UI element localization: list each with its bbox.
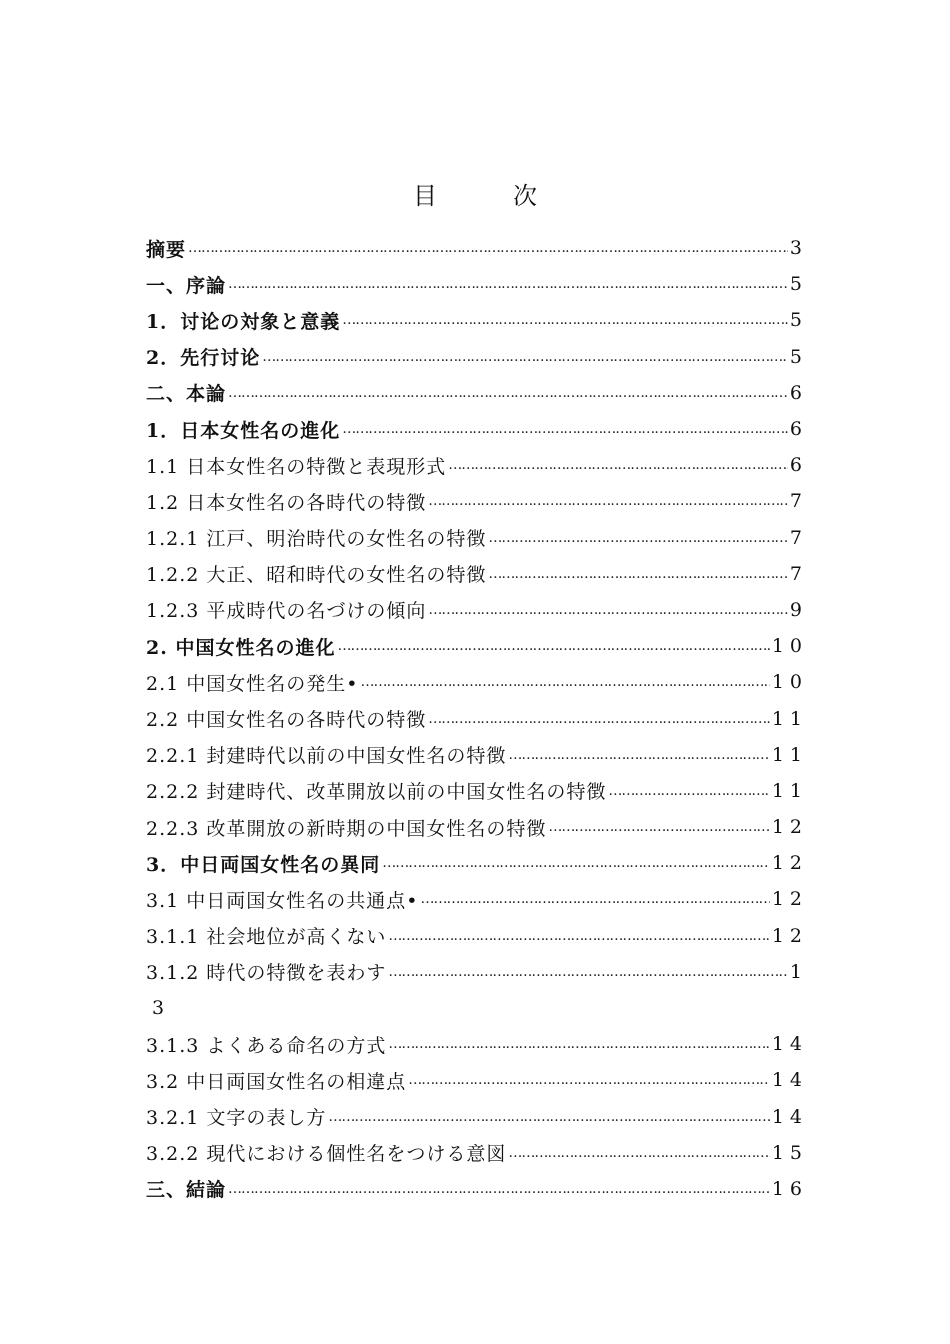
dot-leader (428, 711, 770, 727)
dot-leader (508, 747, 769, 763)
toc-entry-page: 14 (771, 1069, 808, 1092)
dot-leader (188, 240, 788, 256)
toc-entry[interactable] (146, 1171, 808, 1207)
dot-leader (228, 385, 788, 401)
dot-leader (608, 783, 769, 799)
toc-entry[interactable] (146, 809, 808, 845)
dot-leader (408, 1072, 770, 1088)
toc-entry-page: 11 (771, 743, 808, 766)
toc-entry-label: 3．中日両国女性名の異同 (146, 853, 381, 876)
toc-entry[interactable] (146, 881, 808, 917)
toc-entry-label: 三、結論 (146, 1179, 227, 1202)
dot-leader (328, 1109, 769, 1125)
toc-entry-page: 12 (771, 888, 808, 911)
dot-leader (420, 891, 769, 907)
toc-entry-page: 14 (771, 1033, 808, 1056)
toc-entry-page: 12 (771, 816, 808, 839)
toc-entry-label: 2. 中国女性名の進化 (146, 636, 336, 659)
toc-entry-label: 2．先行讨论 (146, 347, 261, 370)
toc-entry[interactable] (146, 302, 808, 338)
dot-leader (488, 530, 788, 546)
dot-leader (388, 928, 769, 944)
dot-leader (388, 1036, 769, 1052)
toc-entry-page: 12 (771, 852, 808, 875)
toc-entry-page: 9 (789, 598, 808, 621)
toc-entry[interactable] (146, 664, 808, 700)
toc-entry-label: 3.1.2 時代の特徴を表わす (146, 962, 387, 985)
toc-entry[interactable] (146, 954, 808, 990)
toc-entry[interactable] (146, 918, 808, 954)
page-title: 目 次 (413, 182, 563, 210)
toc-entry-label: 2.2.2 封建時代、改革開放以前の中国女性名の特徴 (146, 781, 607, 804)
toc-entry[interactable] (146, 737, 808, 773)
toc-entry[interactable] (146, 1135, 808, 1171)
toc-entry-label: 2.1 中国女性名の発生• (146, 672, 359, 695)
toc-entry[interactable] (146, 1026, 808, 1062)
dot-leader (388, 964, 788, 980)
toc-entry-page: 12 (771, 924, 808, 947)
dot-leader (228, 276, 788, 292)
toc-entry-label: 1．日本女性名の進化 (146, 419, 341, 442)
dot-leader (428, 493, 788, 509)
toc-entry[interactable] (146, 1062, 808, 1098)
toc-entry-page: 7 (789, 562, 808, 585)
toc-entry-page: 11 (771, 707, 808, 730)
toc-entry-label: 2.2.1 封建時代以前の中国女性名の特徴 (146, 745, 507, 768)
dot-leader (228, 1181, 770, 1197)
toc-entry[interactable] (146, 339, 808, 375)
toc-entry-page: 10 (771, 671, 808, 694)
dot-leader (342, 312, 788, 328)
toc-entry-page: 6 (789, 418, 808, 441)
toc-entry-label: 3.2.1 文字の表し方 (146, 1107, 327, 1130)
toc-wrap-line: 3 (152, 997, 165, 1020)
dot-leader (337, 638, 769, 654)
toc-entry-label: 1.2 日本女性名の各時代の特徴 (146, 491, 427, 514)
dot-leader (382, 855, 770, 871)
toc-entry[interactable] (146, 1099, 808, 1135)
toc-entry[interactable] (146, 447, 808, 483)
toc-entry[interactable] (146, 700, 808, 736)
toc-entry-label: 一、序論 (146, 274, 227, 297)
toc-entry-label: 1.1 日本女性名の特徴と表現形式 (146, 455, 447, 478)
toc-entry-label: 1.2.3 平成時代の名づけの傾向 (146, 600, 427, 623)
toc-entry[interactable] (146, 266, 808, 302)
toc-entry-page: 7 (789, 490, 808, 513)
dot-leader (428, 602, 788, 618)
toc-entry[interactable] (146, 845, 808, 881)
toc-entry[interactable] (146, 773, 808, 809)
toc-entry[interactable] (146, 375, 808, 411)
toc-entry-page: 16 (771, 1177, 808, 1200)
table-of-contents (146, 230, 808, 1207)
dot-leader (548, 819, 769, 835)
toc-entry-page: 5 (789, 345, 808, 368)
dot-leader (488, 566, 788, 582)
toc-entry[interactable] (146, 628, 808, 664)
toc-entry-page: 7 (789, 526, 808, 549)
toc-entry-label: 3.1.3 よくある命名の方式 (146, 1034, 387, 1057)
toc-entry-label: 1.2.2 大正、昭和時代の女性名の特徴 (146, 564, 487, 587)
toc-entry[interactable] (146, 592, 808, 628)
dot-leader (508, 1145, 769, 1161)
toc-entry-page: 10 (771, 635, 808, 658)
toc-entry-page: 6 (789, 381, 808, 404)
toc-entry-page: 5 (789, 309, 808, 332)
toc-entry-page: 14 (771, 1105, 808, 1128)
toc-entry-label: 3.2.2 現代における個性名をつける意図 (146, 1143, 507, 1166)
toc-entry-page: 3 (789, 237, 808, 260)
toc-entry[interactable] (146, 230, 808, 266)
toc-entry-label: 摘要 (146, 238, 187, 261)
toc-entry-page: 5 (789, 273, 808, 296)
toc-entry-page: 6 (789, 454, 808, 477)
dot-leader (262, 349, 788, 365)
toc-entry[interactable] (146, 483, 808, 519)
dot-leader (360, 674, 769, 690)
toc-entry-label: 3.1 中日両国女性名の共通点• (146, 889, 419, 912)
toc-entry[interactable] (146, 520, 808, 556)
toc-entry-label: 1．讨论の対象と意義 (146, 310, 341, 333)
toc-entry-label: 1.2.1 江戸、明治時代の女性名の特徴 (146, 528, 487, 551)
dot-leader (342, 421, 788, 437)
toc-entry[interactable] (146, 411, 808, 447)
toc-entry-label: 3.1.1 社会地位が高くない (146, 926, 387, 949)
toc-entry-page: 15 (771, 1141, 808, 1164)
dot-leader (448, 457, 788, 473)
toc-entry-label: 2.2 中国女性名の各時代の特徴 (146, 709, 427, 732)
toc-entry-label: 二、本論 (146, 383, 227, 406)
toc-entry-page: 11 (771, 779, 808, 802)
toc-entry-label: 2.2.3 改革開放の新時期の中国女性名の特徴 (146, 817, 547, 840)
toc-entry-label: 3.2 中日両国女性名の相違点 (146, 1070, 407, 1093)
toc-entry[interactable] (146, 556, 808, 592)
toc-entry-page: 1 (789, 960, 808, 983)
